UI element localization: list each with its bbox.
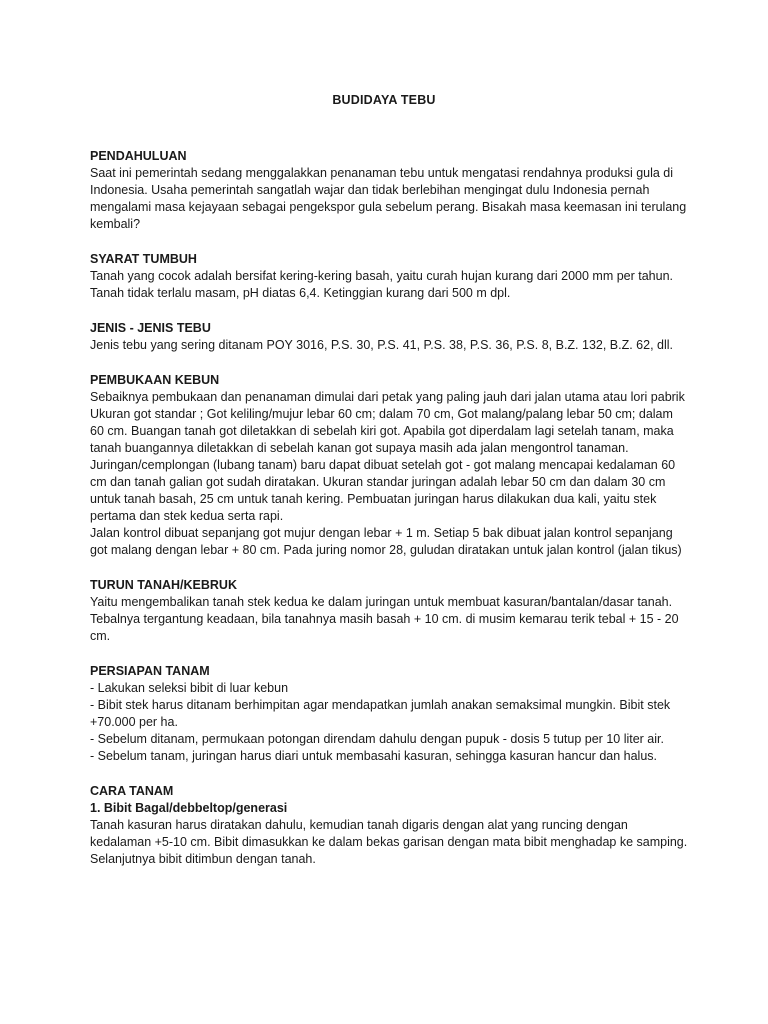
section-pembukaan-kebun [90,372,690,559]
paragraph: Yaitu mengembalikan tanah stek kedua ke dalam juringan untuk membuat kasuran/bantalan/dasar tanah. Tebalnya tergantung keadaan, bila tanahnya masih basah + 10 cm. di musim kemarau terik tebal + 15 - 20 cm. [90,595,679,643]
list-item: - Sebelum ditanam, permukaan potongan direndam dahulu dengan pupuk - dosis 5 tutup per 10 liter air. [90,732,664,746]
document-title: BUDIDAYA TEBU [332,93,436,107]
list-item: - Lakukan seleksi bibit di luar kebun [90,681,289,695]
sub-heading: 1. Bibit Bagal/debbeltop/generasi [90,801,288,815]
section-heading: JENIS - JENIS TEBU [90,321,211,335]
paragraph: Jalan kontrol dibuat sepanjang got mujur dengan lebar + 1 m. Setiap 5 bak dibuat jalan kontrol sepanjang got malang dengan lebar + 80 cm. Pada juring nomor 28, guludan diratakan untuk jalan kontrol (jalan tikus) [90,526,682,557]
section-heading: SYARAT TUMBUH [90,252,197,266]
section-persiapan-tanam [90,663,690,765]
section-jenis-tebu [90,320,690,354]
paragraph: Juringan/cemplongan (lubang tanam) baru dapat dibuat setelah got - got malang mencapai kedalaman 60 cm dan tanah galian got sudah diratakan. Ukuran standar juringan adalah lebar 50 cm dan dalam 30 cm untuk tanah basah, 25 cm untuk tanah kering. Pembuatan juringan harus dilakukan dua kali, yaitu stek pertama dan stek kedua serta rapi. [90,458,676,523]
section-pendahuluan [90,148,690,233]
paragraph: Jenis tebu yang sering ditanam POY 3016, P.S. 30, P.S. 41, P.S. 38, P.S. 36, P.S. 8, B.Z. 132, B.Z. 62, dll. [90,338,674,352]
section-cara-tanam [90,783,690,868]
paragraph: Sebaiknya pembukaan dan penanaman dimulai dari petak yang paling jauh dari jalan utama atau lori pabrik [90,390,685,404]
section-heading: PENDAHULUAN [90,149,187,163]
list-item: - Sebelum tanam, juringan harus diari untuk membasahi kasuran, sehingga kasuran hancur dan halus. [90,749,657,763]
section-heading: TURUN TANAH/KEBRUK [90,578,237,592]
section-heading: PEMBUKAAN KEBUN [90,373,220,387]
paragraph: Saat ini pemerintah sedang menggalakkan penanaman tebu untuk mengatasi rendahnya produksi gula di Indonesia. Usaha pemerintah sangatlah wajar dan tidak berlebihan mengingat dulu Indonesia pernah mengalami masa kejayaan sebagai pengekspor gula sebelum perang. Bisakah masa keemasan ini terulang kembali? [90,166,687,231]
section-heading: PERSIAPAN TANAM [90,664,210,678]
section-syarat-tumbuh [90,251,690,302]
section-heading: CARA TANAM [90,784,174,798]
section-turun-tanah [90,577,690,645]
document-body [90,148,690,886]
list-item: - Bibit stek harus ditanam berhimpitan agar mendapatkan jumlah anakan semaksimal mungkin. Bibit stek +70.000 per ha. [90,698,671,729]
paragraph: Ukuran got standar ; Got keliling/mujur lebar 60 cm; dalam 70 cm, Got malang/palang lebar 50 cm; dalam 60 cm. Buangan tanah got diletakkan di sebelah kiri got. Apabila got diperdalam lagi setelah tanam, maka tanah buangannya diletakkan di sebelah kanan got supaya masih ada jalan mengontrol tanaman. [90,407,674,455]
paragraph: Tanah kasuran harus diratakan dahulu, kemudian tanah digaris dengan alat yang runcing dengan kedalaman +5-10 cm. Bibit dimasukkan ke dalam bekas garisan dengan mata bibit menghadap ke samping. Selanjutnya bibit ditimbun dengan tanah. [90,818,688,866]
paragraph: Tanah yang cocok adalah bersifat kering-kering basah, yaitu curah hujan kurang dari 2000 mm per tahun. Tanah tidak terlalu masam, pH diatas 6,4. Ketinggian kurang dari 500 m dpl. [90,269,673,300]
